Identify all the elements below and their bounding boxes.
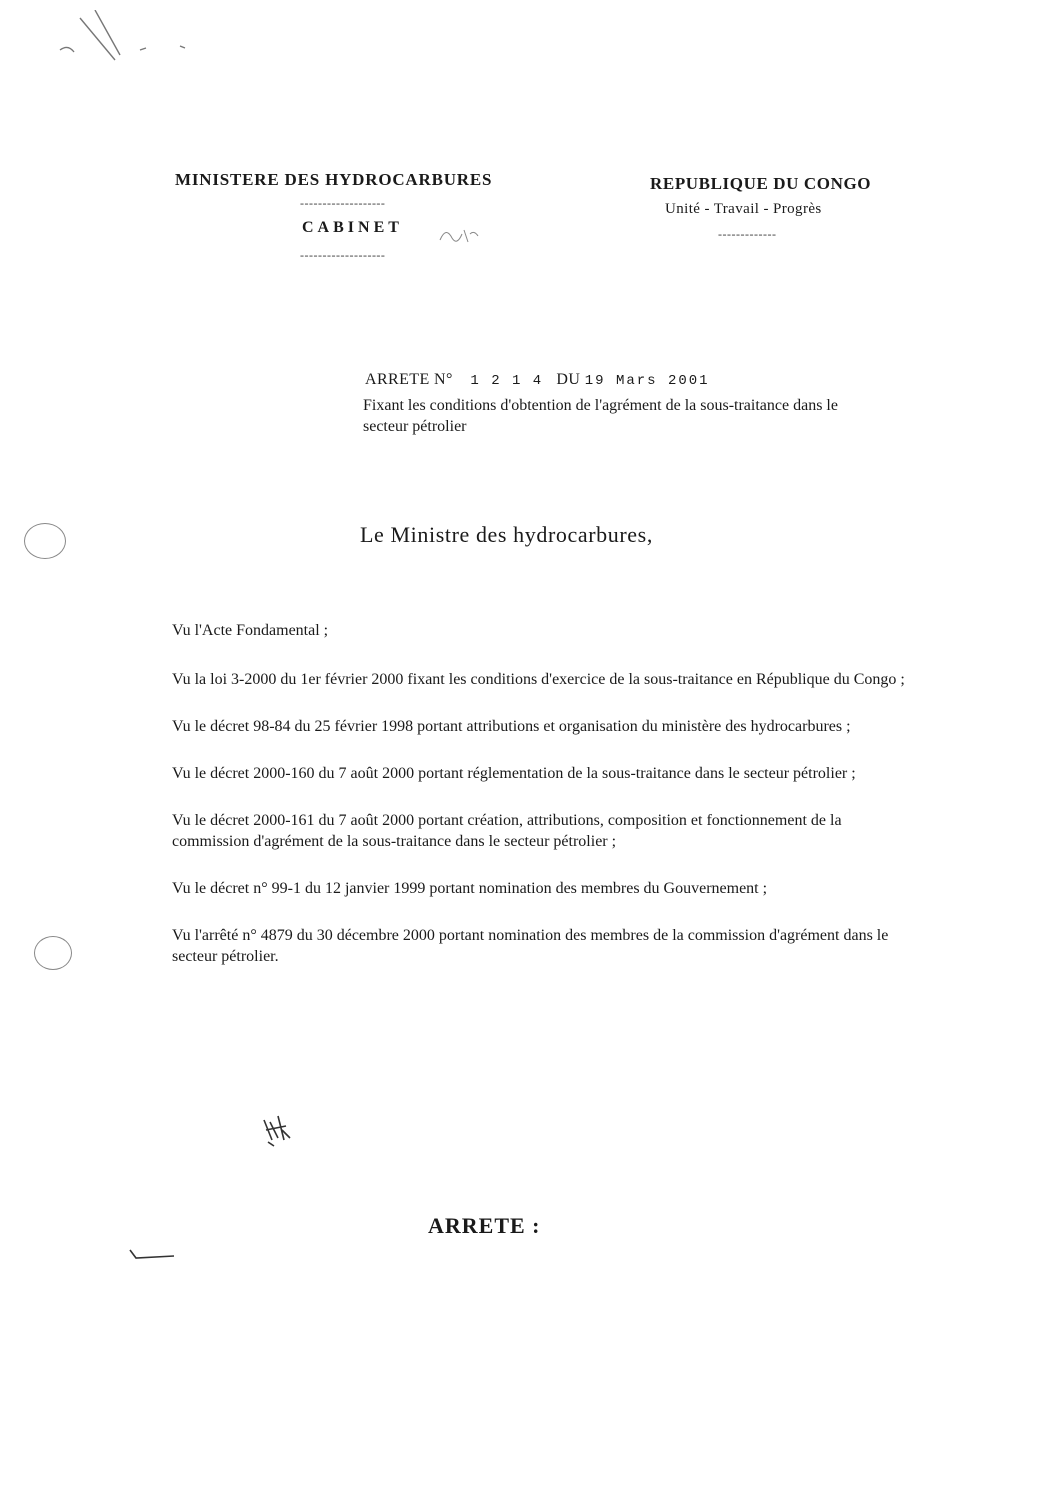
separator-line: ------------------- xyxy=(300,196,386,210)
considerants-list xyxy=(172,620,912,993)
decree-subject: Fixant les conditions d'obtention de l'agrément de la sous-traitance dans le secteur pétrolier xyxy=(363,397,838,435)
decree-reference xyxy=(365,371,710,389)
separator-line: ------------------- xyxy=(300,248,386,262)
considerant-item: Vu le décret n° 99-1 du 12 janvier 1999 portant nomination des membres du Gouvernement ; xyxy=(172,880,768,897)
considerant-item: Vu la loi 3-2000 du 1er février 2000 fixant les conditions d'exercice de la sous-traitance en République du Congo ; xyxy=(172,671,905,688)
decree-number: 1 2 1 4 xyxy=(470,373,544,389)
republic-name: REPUBLIQUE DU CONGO xyxy=(650,174,872,193)
considerant-item: Vu l'arrêté n° 4879 du 30 décembre 2000 portant nomination des membres de la commission d'agrément dans le secteur pétrolier. xyxy=(172,927,889,965)
ministry-name: MINISTERE DES HYDROCARBURES xyxy=(175,170,493,189)
punch-hole-bottom xyxy=(34,936,72,970)
handwritten-initials xyxy=(258,1110,298,1150)
scan-corner-mark xyxy=(40,10,220,80)
separator-line: ------------- xyxy=(718,227,777,241)
decree-prefix: ARRETE N° xyxy=(365,371,453,388)
cabinet-scribble xyxy=(438,220,482,250)
margin-tick-mark xyxy=(128,1248,178,1262)
punch-hole-top xyxy=(24,523,66,559)
arrete-heading: ARRETE : xyxy=(428,1213,541,1238)
national-motto: Unité - Travail - Progrès xyxy=(665,201,822,217)
considerant-item: Vu l'Acte Fondamental ; xyxy=(172,622,329,639)
minister-heading: Le Ministre des hydrocarbures, xyxy=(360,522,653,547)
cabinet-label: CABINET xyxy=(302,219,403,236)
considerant-item: Vu le décret 2000-161 du 7 août 2000 portant création, attributions, composition et fonctionnement de la commission d'agrément de la sous-traitance dans le secteur pétrolier ; xyxy=(172,812,842,850)
decree-date-prefix: DU xyxy=(556,371,581,388)
considerant-item: Vu le décret 2000-160 du 7 août 2000 portant réglementation de la sous-traitance dans le secteur pétrolier ; xyxy=(172,765,856,782)
decree-date: 19 Mars 2001 xyxy=(584,373,710,389)
considerant-item: Vu le décret 98-84 du 25 février 1998 portant attributions et organisation du ministère des hydrocarbures ; xyxy=(172,718,851,735)
